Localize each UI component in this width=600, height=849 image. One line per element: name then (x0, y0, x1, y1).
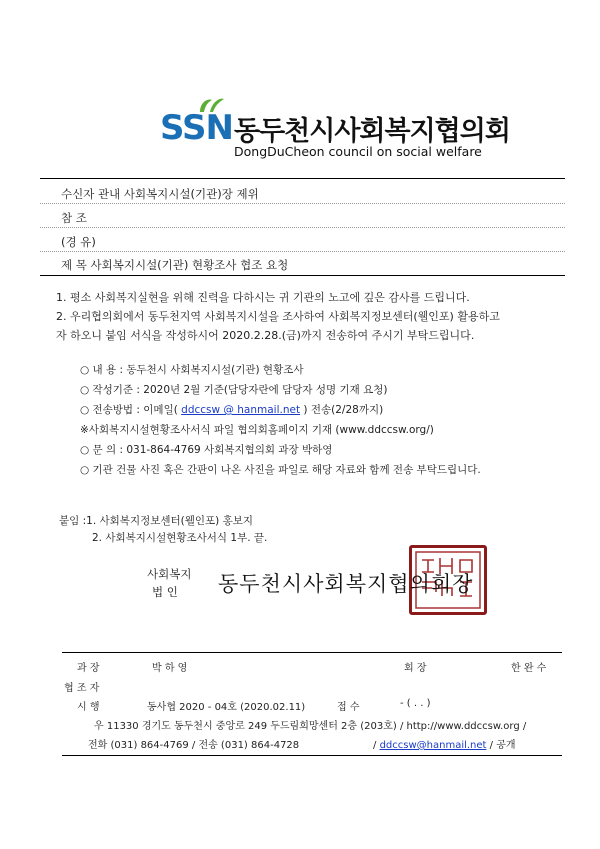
item-criteria: ○ 작성기준 : 2020년 2월 기준(담당자란에 담당자 성명 기재 요청) (80, 384, 388, 396)
cooperator: 협 조 자 (64, 683, 100, 694)
separator: / (373, 740, 377, 751)
receipt-date: - ( . . ) (400, 698, 431, 709)
item-method-label: ○ 전송방법 : 이메일( (80, 404, 178, 416)
item-note: ※사회복지시설현황조사서식 파일 협의회홈페이지 기재 (www.ddccsw.org/) (80, 424, 434, 436)
president-title: 회 장 (404, 663, 427, 674)
org-type-2: 법 인 (152, 585, 178, 599)
enforcement-label: 시 행 (77, 702, 100, 713)
footer-email-link[interactable]: ddccsw@hanmail.net (379, 740, 487, 751)
signature-name: 동두천시사회복지협의회장 (218, 572, 474, 596)
item-contact: ○ 문 의 : 031-864-4769 사회복지협의회 과장 박하영 (80, 444, 333, 456)
dept-head-title: 과 장 (77, 663, 100, 674)
reference: 참 조 (61, 211, 87, 225)
attachment-1: 붙임 :1. 사회복지정보센터(웰인포) 홍보지 (59, 515, 254, 527)
document-number: 동사협 2020 - 04호 (2020.02.11) (147, 702, 306, 713)
president-name: 한 완 수 (511, 663, 547, 674)
logo-title: 동두천시사회복지협의회 (234, 116, 510, 147)
via: (경 유) (61, 235, 96, 249)
email-link[interactable]: ddccsw @ hanmail.net (181, 404, 301, 416)
paragraph-2b: 자 하오니 붙임 서식을 작성하시어 2020.2.28.(금)까지 전송하여 주시기 부탁드립니다. (56, 329, 475, 342)
disclosure-label: / 공개 (489, 740, 516, 751)
logo-subtitle: DongDuCheon council on social welfare (234, 144, 482, 159)
item-content: ○ 내 용 : 동두천시 사회복지시설(기관) 현황조사 (80, 364, 304, 376)
paragraph-2a: 2. 우리협의회에서 동두천지역 사회복지시설을 조사하여 사회복지정보센터(웰인포) 활용하고 (56, 310, 500, 323)
item-method (80, 402, 383, 417)
recipient: 수신자 관내 사회복지시설(기관)장 제위 (61, 187, 259, 201)
divider (62, 755, 562, 756)
dept-head-name: 박 하 영 (152, 663, 188, 674)
divider (40, 251, 565, 252)
divider (62, 652, 562, 653)
item-method-tail: ) 전송(2/28까지) (303, 404, 384, 416)
logo-mark: SSN (160, 108, 233, 148)
contact-line: 전화 (031) 864-4769 / 전송 (031) 864-4728 (88, 740, 300, 751)
attachment-2: 2. 사회복지시설현황조사서식 1부. 끝. (92, 532, 268, 544)
item-photo: ○ 기관 건물 사진 혹은 간판이 나온 사진을 파일로 해당 자료와 함께 전송 부탁드립니다. (80, 464, 481, 476)
divider (40, 178, 565, 179)
divider (40, 275, 565, 276)
address-line: 우 11330 경기도 동두천시 중앙로 249 두드림희망센터 2층 (203호) / http://www.ddccsw.org / (94, 721, 527, 732)
org-type-1: 사회복지 (147, 567, 192, 581)
subject: 제 목 사회복지시설(기관) 현황조사 협조 요청 (61, 258, 289, 272)
receipt-label: 접 수 (337, 702, 360, 713)
divider (40, 227, 565, 228)
divider (40, 203, 565, 204)
paragraph-1: 1. 평소 사회복지실현을 위해 진력을 다하시는 귀 기관의 노고에 깊은 감사를 드립니다. (56, 291, 470, 304)
